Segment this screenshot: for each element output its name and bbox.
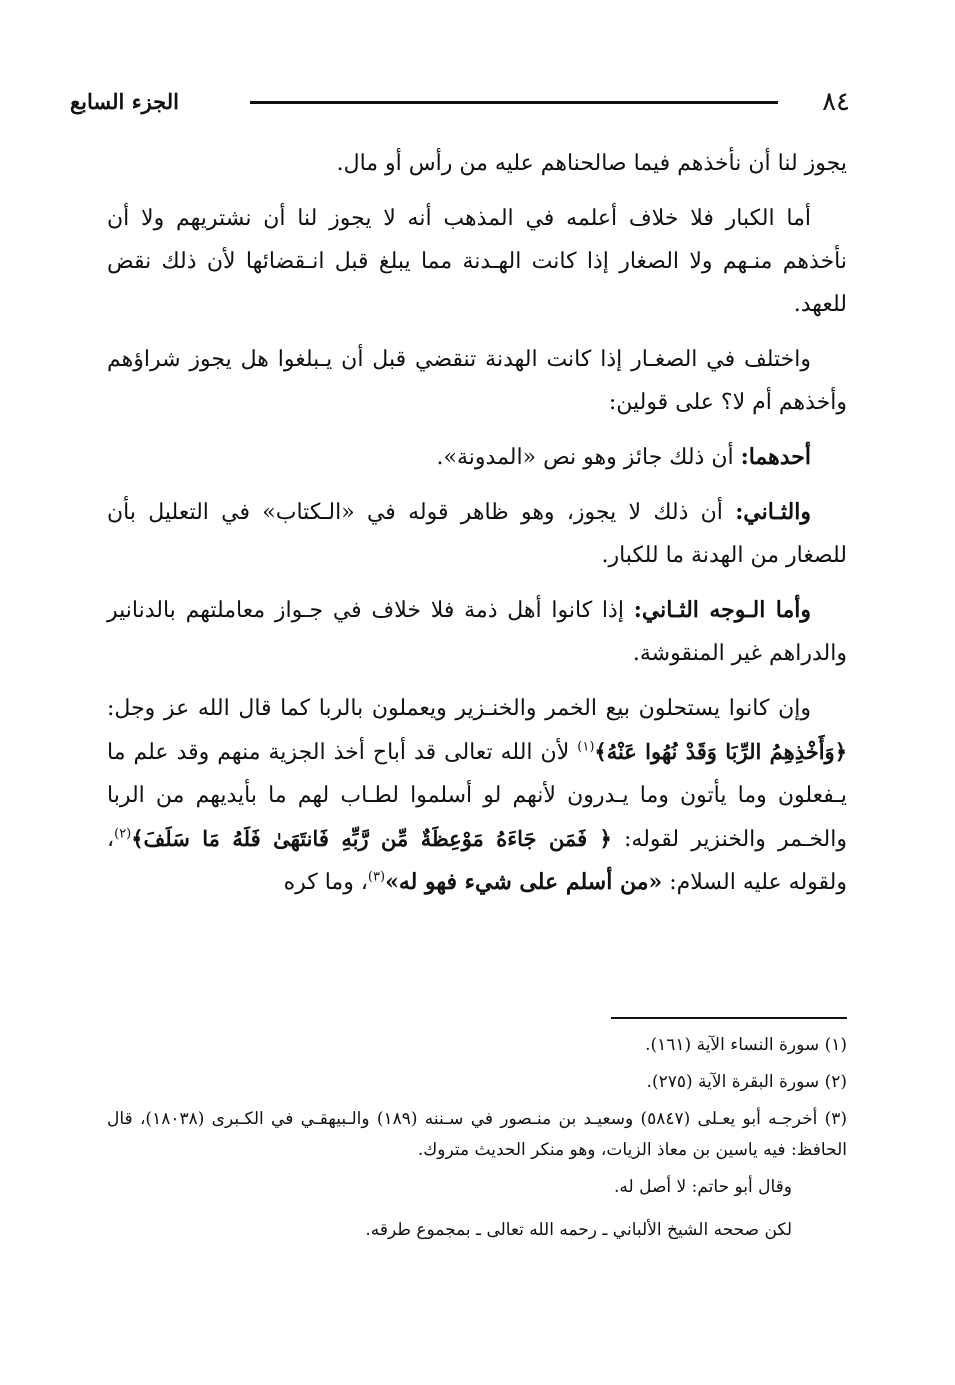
page-number: ٨٤	[822, 87, 850, 117]
running-title: الجزء السابع	[70, 89, 179, 114]
paragraph-2: أما الكبار فلا خلاف أعلمه في المذهب أنه لا يجوز لنا أن نشتريهم ولا أن نأخذهم منـهم ولا الصغار إذا كانت الهـدنة مما يبلغ قبل انـقضائها لأن ذلك نقض للعهد.	[107, 206, 847, 317]
footnote-1: (١) سورة النساء الآية (١٦١).	[645, 1035, 847, 1055]
paragraph-4	[107, 436, 847, 479]
hadith-quote: «من أسلم على شيء فهو له»	[385, 869, 663, 895]
header-rule	[250, 101, 778, 104]
paragraph-7-part-a: وإن كانوا يستحلون بيع الخمر والخنـزير ويعملون بالربا كما قال الله عز وجل:	[107, 696, 811, 721]
paragraph-7-part-d: ، وما كره	[283, 870, 368, 895]
footnote-ref-3[interactable]: (٣)	[367, 869, 386, 885]
main-text	[107, 142, 847, 916]
paragraph-5-text: أن ذلك لا يجوز، وهو ظاهر قوله في «الـكتاب» في التعليل بأن للصغار من الهدنة ما للكبار.	[107, 500, 847, 568]
footnote-ref-1[interactable]: (١)	[577, 739, 595, 755]
footnotes	[107, 1030, 847, 1258]
footnote-separator	[611, 1017, 847, 1019]
page-header	[70, 84, 850, 124]
footnote-3: (٣) أخرجـه أبو يعـلى (٥٨٤٧) وسعيـد بن منـصور في سـننه (١٨٩) والـبيهقـي في الكـبرى (١٨٠٣٨)، قال الحافظ: فيه ياسين بن معاذ الزيات، وهو منكر الحديث متروك.	[107, 1109, 848, 1160]
paragraph-5-lead: والثـاني:	[735, 499, 811, 525]
paragraph-4-lead: أحدهما:	[740, 444, 811, 470]
paragraph-7	[107, 687, 847, 904]
paragraph-6-lead: وأما الـوجه الثـاني:	[633, 597, 811, 623]
paragraph-3: واختلف في الصغـار إذا كانت الهدنة تنقضي قبل أن يـبلغوا هل يجوز شراؤهم وأخذهم أم لا؟ على قولين:	[107, 347, 847, 415]
footnote-3-note-a: وقال أبو حاتم: لا أصل له.	[613, 1177, 792, 1197]
paragraph-7-part-c: ، ولقوله عليه السلام:	[107, 827, 847, 895]
footnote-3-note-b: لكن صححه الشيخ الألباني ـ رحمه الله تعالى ـ بمجموع طرقه.	[365, 1220, 792, 1240]
paragraph-4-text: أن ذلك جائز وهو نص «المدونة».	[436, 445, 741, 470]
footnote-ref-2[interactable]: (٢)	[114, 826, 132, 842]
paragraph-6	[107, 589, 847, 675]
paragraph-6-text: إذا كانوا أهل ذمة فلا خلاف في جـواز معاملتهم بالدنانير والدراهم غير المنقوشة.	[107, 598, 847, 666]
paragraph-5	[107, 491, 847, 577]
quran-verse-2: ﴿ فَمَن جَاءَهُ مَوْعِظَةٌ مِّن رَّبِّهِ فَانتَهَىٰ فَلَهُ مَا سَلَفَ﴾	[131, 826, 612, 851]
quran-verse-1: ﴿وَأَخْذِهِمُ الرِّبَا وَقَدْ نُهُوا عَنْهُ﴾	[594, 739, 847, 764]
paragraph-7-part-b: لأن الله تعالى قد أباح أخذ الجزية منهم وقد علم ما يـفعلون وما يأتون وما يـدرون لأنهم لو أسلموا لطـاب لهم ما بأيديهم من الربا والخـمر والخنزير لقوله:	[107, 740, 847, 852]
footnote-2: (٢) سورة البقرة الآية (٢٧٥).	[646, 1072, 847, 1092]
paragraph-1: يجوز لنا أن نأخذهم فيما صالحناهم عليه من رأس أو مال.	[336, 151, 847, 176]
